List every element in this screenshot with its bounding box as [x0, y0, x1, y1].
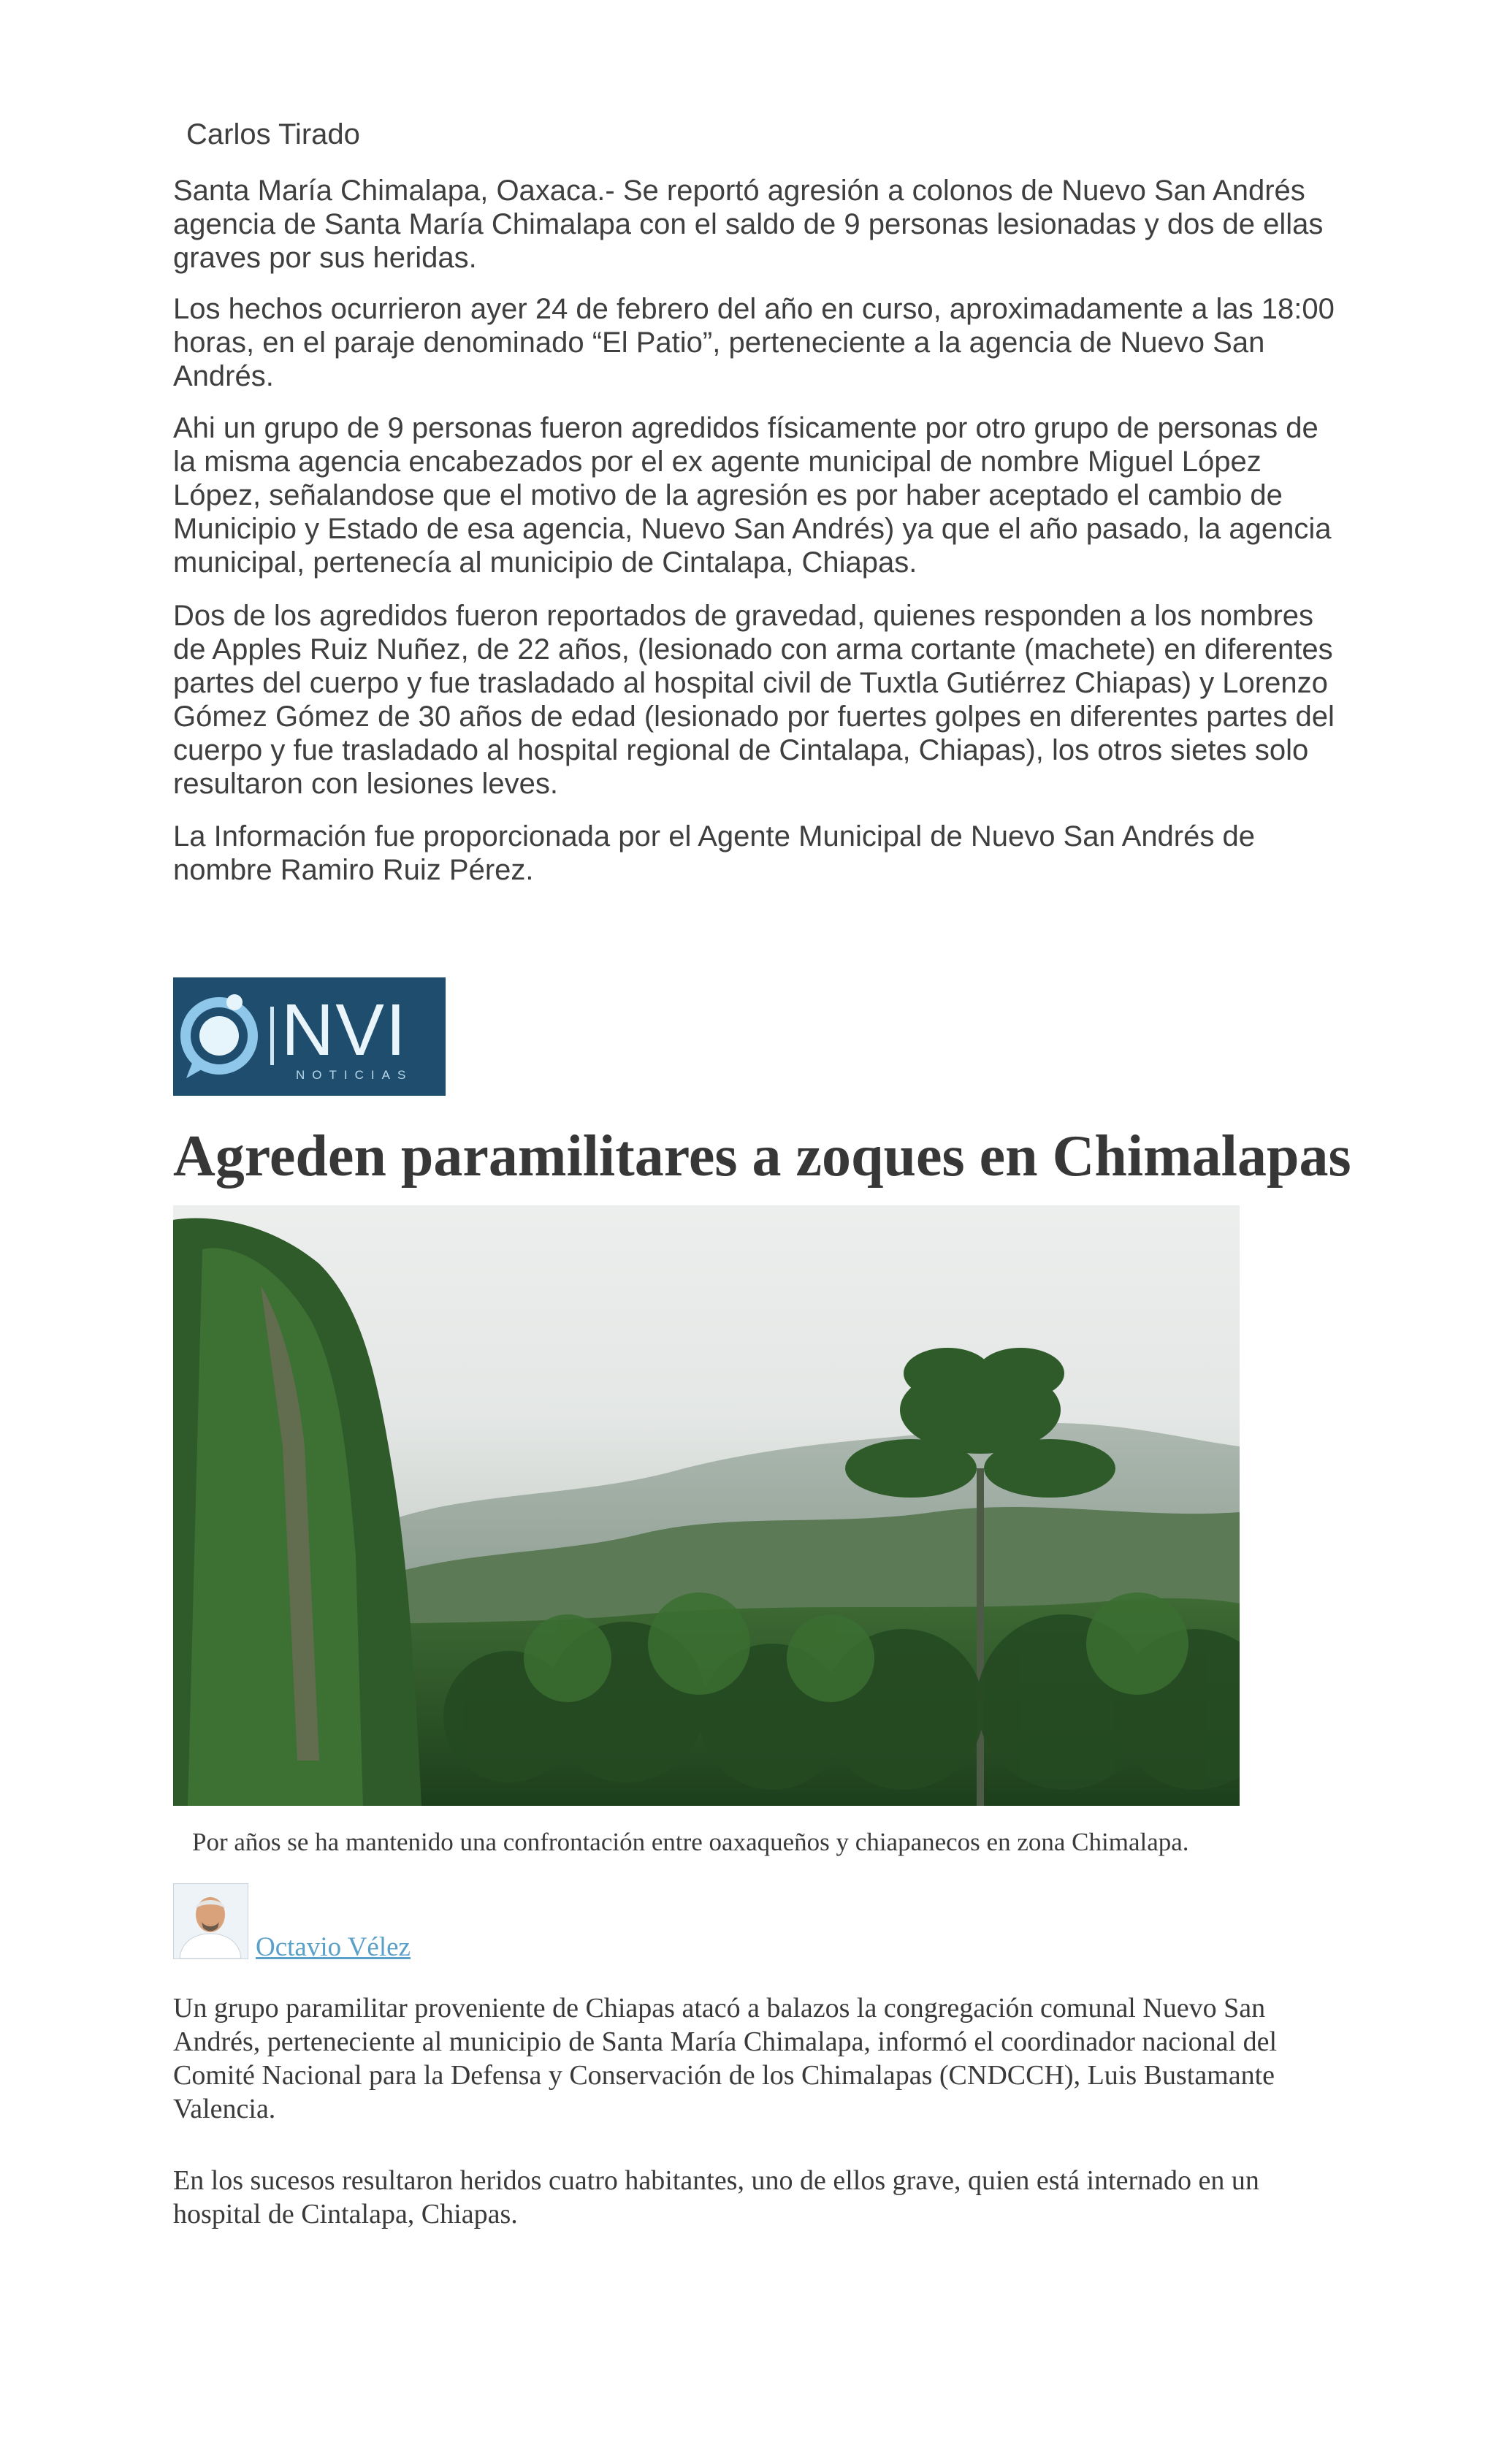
article-byline	[173, 1883, 411, 1962]
article-author: Carlos Tirado	[186, 118, 360, 150]
location-pin-icon	[173, 977, 275, 1096]
author-avatar	[173, 1883, 248, 1959]
article-paragraph: Dos de los agredidos fueron reportados de gravedad, quienes responden a los nombres de Apples Ruiz Nuñez, de 22 años, (lesionado con arma cortante (machete) en diferentes partes del cuerpo y fue trasladado al hospital civil de Tuxtla Gutiérrez Chiapas) y Lorenzo Gómez Gómez de 30 años de edad (lesionado por fuertes golpes en diferentes partes del cuerpo y fue trasladado al hospital regional de Cintalapa, Chiapas), los otros sietes solo resultaron con lesiones leves.	[173, 600, 1335, 800]
article-paragraph: Santa María Chimalapa, Oaxaca.- Se reportó agresión a colonos de Nuevo San Andrés agencia de Santa María Chimalapa con el saldo de 9 personas lesionadas y dos de ellas graves por sus heridas.	[173, 175, 1324, 274]
article-paragraph: La Información fue proporcionada por el Agente Municipal de Nuevo San Andrés de nombre Ramiro Ruiz Pérez.	[173, 820, 1255, 886]
article-paragraph: Un grupo paramilitar proveniente de Chiapas atacó a balazos la congregación comunal Nuevo San Andrés, perteneciente al municipio de Santa María Chimalapa, informó el coordinador nacional del Comité Nacional para la Defensa y Conservación de los Chimalapas (CNDCCH), Luis Bustamante Valencia.	[173, 1993, 1278, 2124]
article-paragraph: En los sucesos resultaron heridos cuatro habitantes, uno de ellos grave, quien está internado en un hospital de Cintalapa, Chiapas.	[173, 2165, 1259, 2230]
forest-photo	[173, 1205, 1240, 1806]
logo-wordmark: NVI	[281, 989, 408, 1071]
photo-caption: Por años se ha mantenido una confrontación entre oaxaqueños y chiapanecos en zona Chimalapa.	[192, 1828, 1189, 1856]
article-paragraph: Los hechos ocurrieron ayer 24 de febrero del año en curso, aproximadamente a las 18:00 horas, en el paraje denominado “El Patio”, perteneciente a la agencia de Nuevo San Andrés.	[173, 293, 1335, 392]
nvi-noticias-logo	[173, 977, 446, 1096]
article-headline: Agreden paramilitares a zoques en Chimalapas	[173, 1124, 1351, 1189]
author-link[interactable]: Octavio Vélez	[256, 1932, 411, 1962]
logo-subtitle: NOTICIAS	[296, 1068, 413, 1082]
article-paragraph: Ahi un grupo de 9 personas fueron agredidos físicamente por otro grupo de personas de la misma agencia encabezados por el ex agente municipal de nombre Miguel López López, señalandose que el motivo de la agresión es por haber aceptado el cambio de Municipio y Estado de esa agencia, Nuevo San Andrés) ya que el año pasado, la agencia municipal, pertenecía al municipio de Cintalapa, Chiapas.	[173, 412, 1332, 579]
